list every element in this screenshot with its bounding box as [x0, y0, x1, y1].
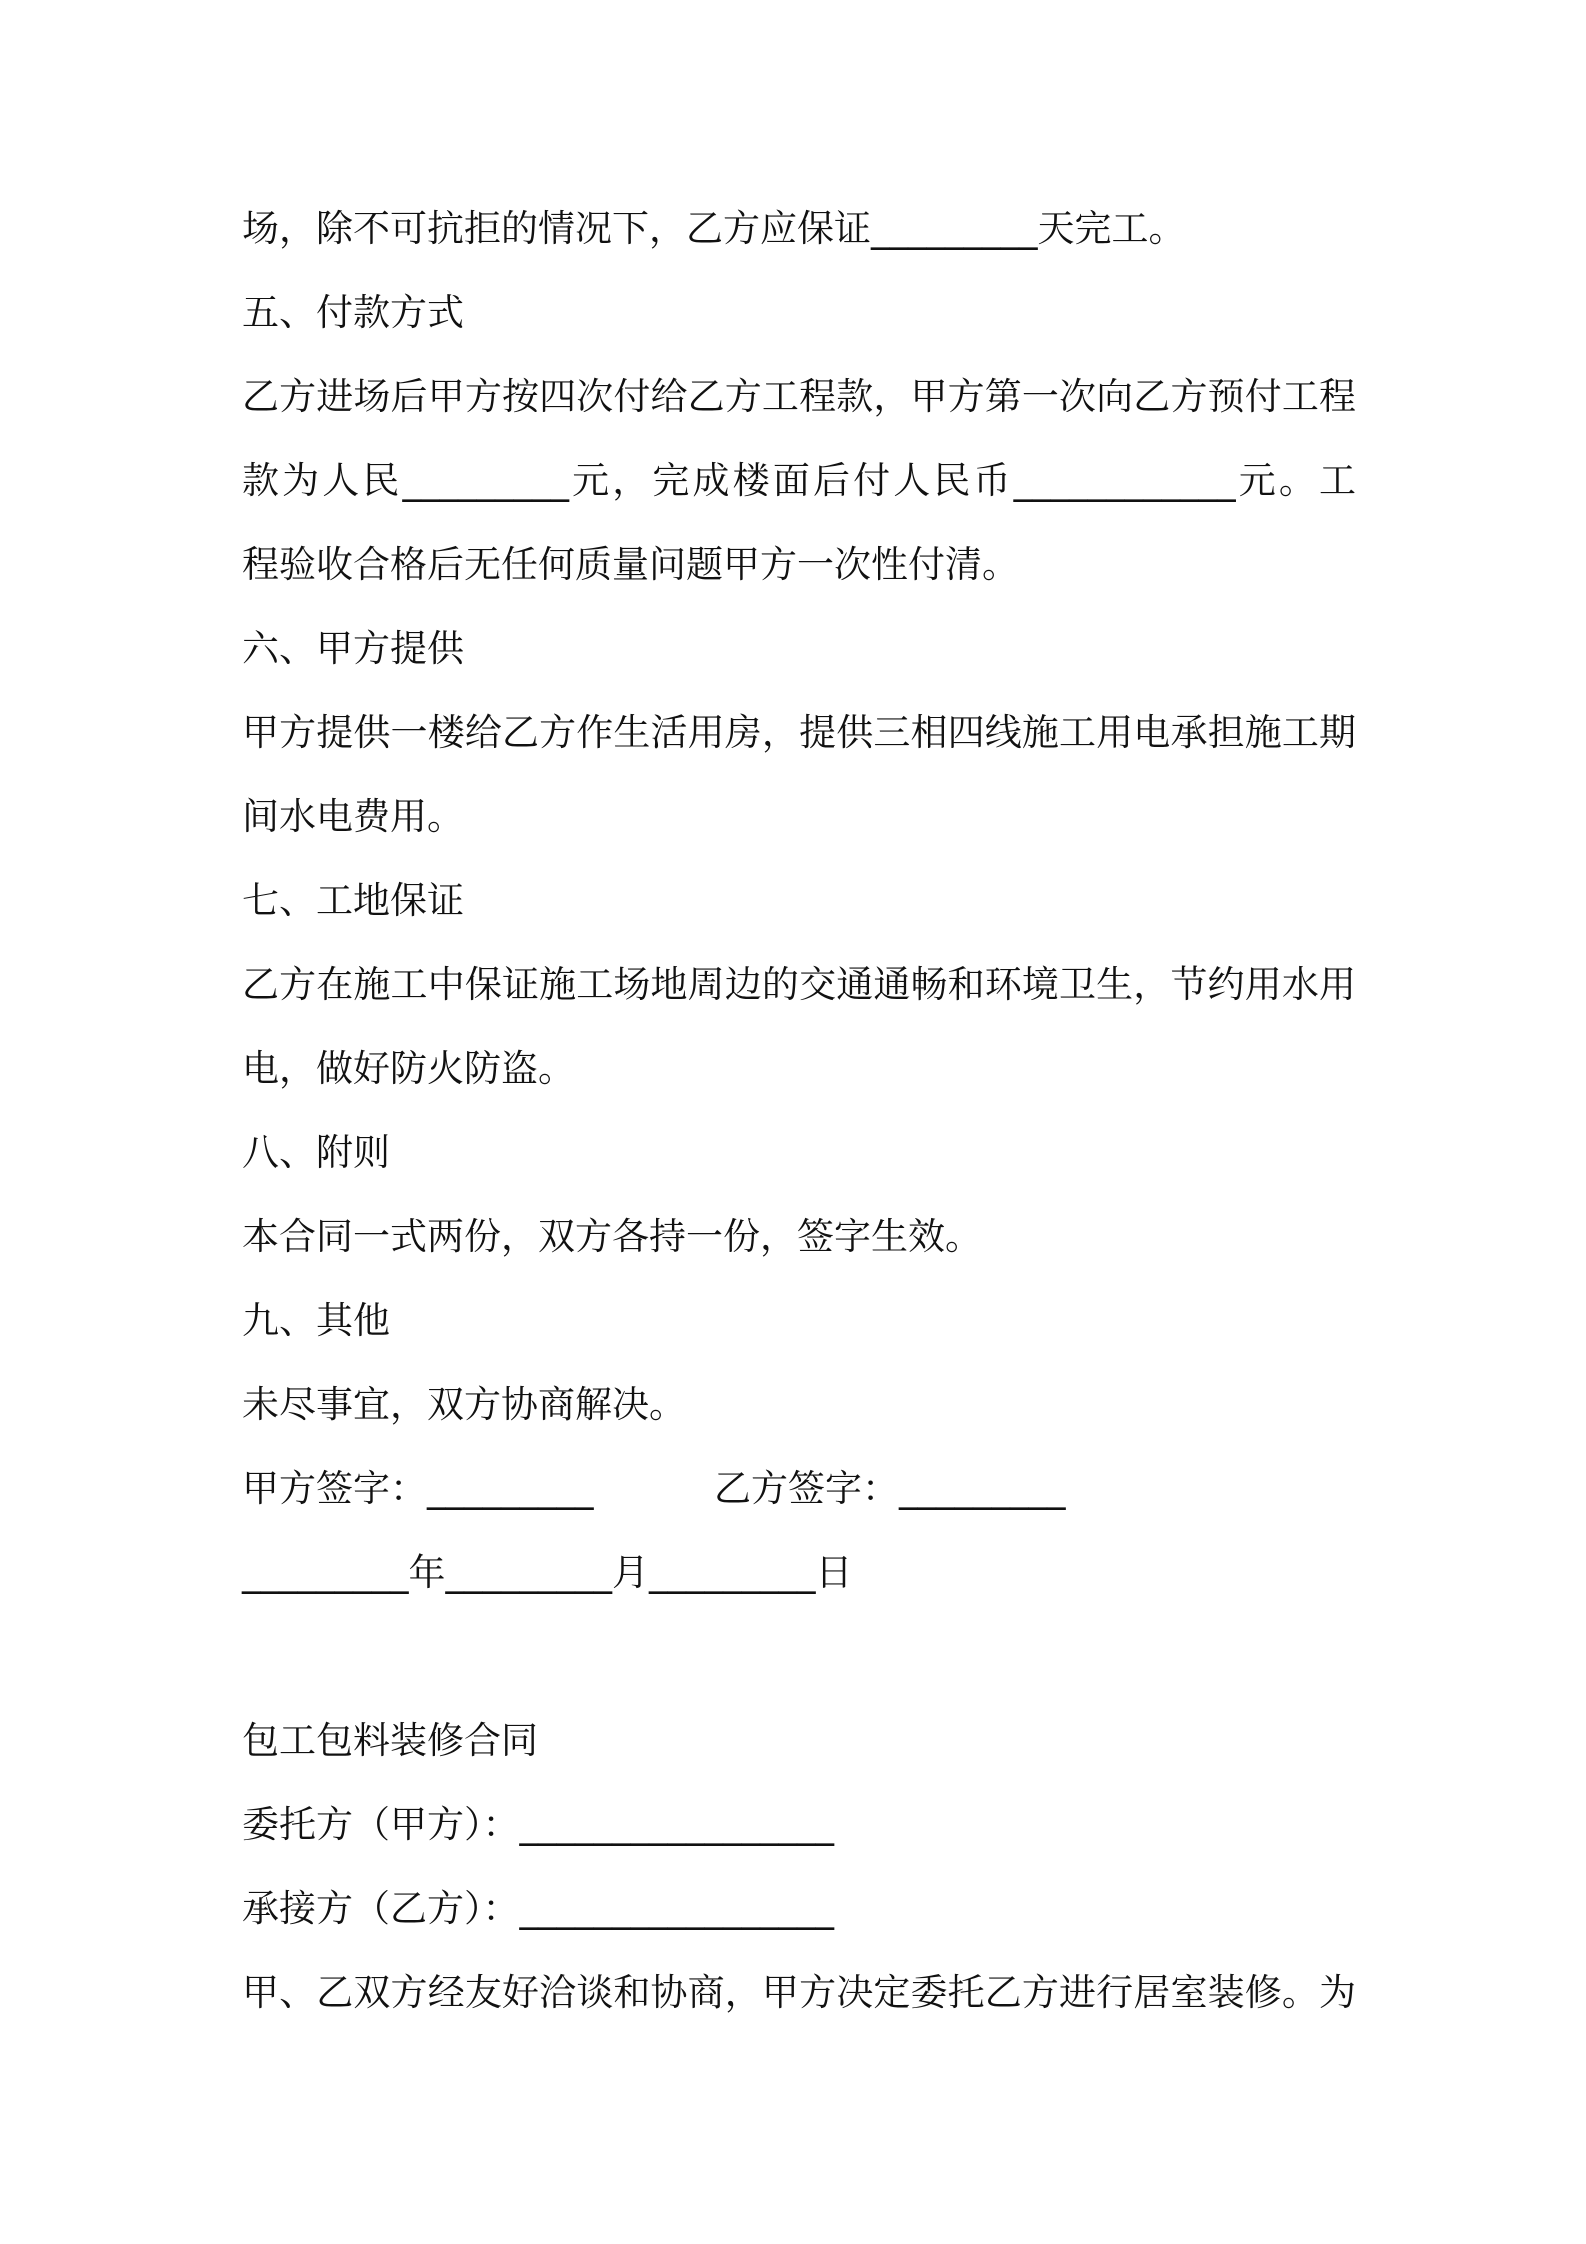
section-heading-party-a-provides: 六、甲方提供 — [242, 627, 464, 670]
paragraph-line: 乙方在施工中保证施工场地周边的交通通畅和环境卫生，节约用水用 — [242, 963, 1356, 1006]
paragraph-line: 乙方进场后甲方按四次付给乙方工程款，甲方第一次向乙方预付工程 — [242, 375, 1356, 418]
section-heading-site-guarantee: 七、工地保证 — [242, 879, 464, 922]
paragraph-line: 甲方提供一楼给乙方作生活用房，提供三相四线施工用电承担施工期 — [242, 711, 1356, 754]
contractor-party-line: 承接方（乙方）：_________________ — [242, 1887, 834, 1930]
paragraph-line: 本合同一式两份，双方各持一份，签字生效。 — [242, 1215, 982, 1258]
date-line: _________年_________月_________日 — [242, 1551, 853, 1594]
paragraph-line: 程验收合格后无任何质量问题甲方一次性付清。 — [242, 543, 1019, 586]
party-b-signature: 乙方签字：_________ — [714, 1467, 1066, 1510]
party-a-signature: 甲方签字：_________ — [242, 1467, 594, 1510]
contract-title: 包工包料装修合同 — [242, 1719, 538, 1762]
paragraph-line: 款为人民_________元，完成楼面后付人民币____________元。工 — [242, 459, 1356, 502]
paragraph-line: 场，除不可抗拒的情况下，乙方应保证_________天完工。 — [242, 207, 1186, 250]
paragraph-line: 未尽事宜，双方协商解决。 — [242, 1383, 686, 1426]
client-party-line: 委托方（甲方）：_________________ — [242, 1803, 834, 1846]
paragraph-line: 甲、乙双方经友好洽谈和协商，甲方决定委托乙方进行居室装修。为 — [242, 1971, 1356, 2014]
section-heading-appendix: 八、附则 — [242, 1131, 390, 1174]
document-page — [242, 0, 1362, 2244]
paragraph-line: 间水电费用。 — [242, 795, 464, 838]
signature-row — [242, 1464, 1342, 1514]
paragraph-line: 电，做好防火防盗。 — [242, 1047, 575, 1090]
section-heading-other: 九、其他 — [242, 1299, 390, 1342]
section-heading-payment: 五、付款方式 — [242, 291, 464, 334]
